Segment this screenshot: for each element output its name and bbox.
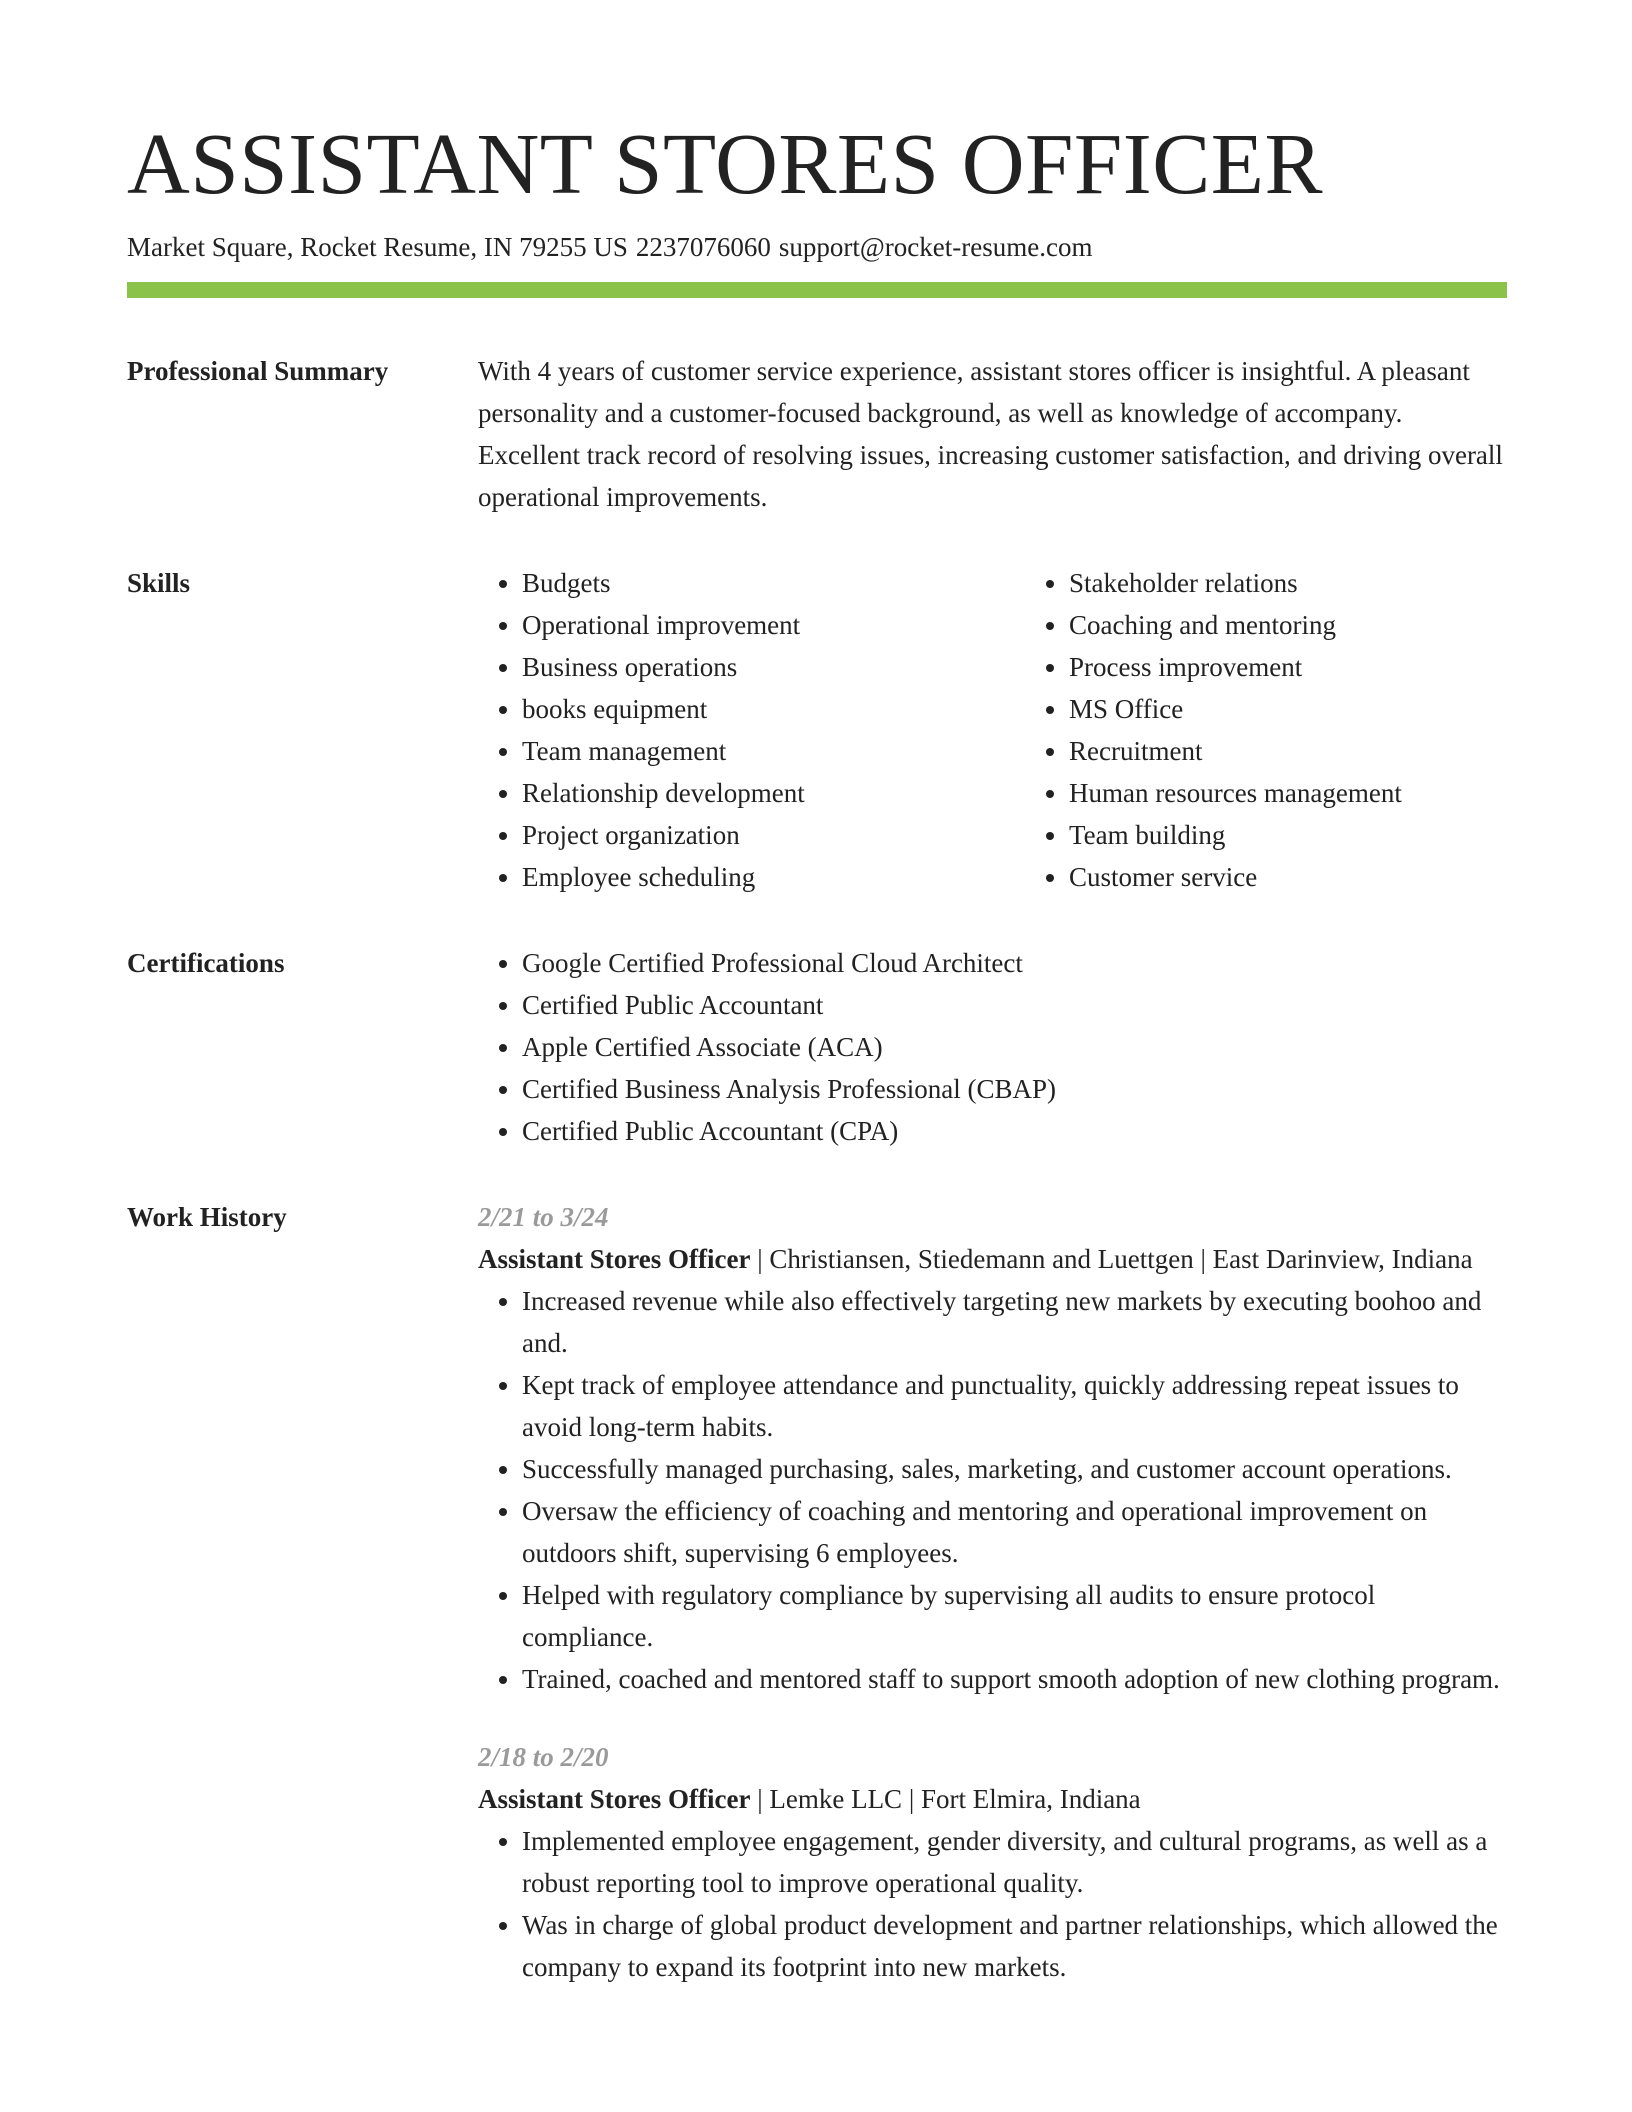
section-skills (127, 562, 1507, 898)
job-dates: 2/18 to 2/20 (478, 1742, 609, 1773)
skills-list-left (478, 562, 1025, 898)
job-title: Assistant Stores Officer (478, 1784, 751, 1815)
job-bullet: • Kept track of employee attendance and punctuality, quickly addressing repeat issues to avoid long-term habits. (522, 1364, 1507, 1448)
job-bullet: • Was in charge of global product development and partner relationships, which allowed the company to expand its footprint into new markets. (522, 1904, 1507, 1988)
certification-item: • Certified Public Accountant (522, 984, 1507, 1026)
job-entry (478, 1196, 1507, 1700)
skill-item: • Employee scheduling (522, 856, 1025, 898)
certifications-list (478, 942, 1507, 1152)
contact-line (127, 231, 1507, 263)
skill-item: • Operational improvement (522, 604, 1025, 646)
skill-item: • Stakeholder relations (1069, 562, 1572, 604)
section-title-summary: Professional Summary (127, 356, 389, 387)
skills-list-right (1025, 562, 1572, 898)
skill-item: • MS Office (1069, 688, 1572, 730)
job-heading (478, 1778, 1507, 1820)
section-title-skills: Skills (127, 568, 191, 599)
job-bullets (478, 1280, 1507, 1700)
section-summary (127, 350, 1507, 518)
contact-email[interactable]: support@rocket-resume.com (778, 232, 1093, 262)
skill-item: • Relationship development (522, 772, 1025, 814)
job-dates: 2/21 to 3/24 (478, 1202, 609, 1233)
job-title: Assistant Stores Officer (478, 1244, 751, 1275)
section-work-history (127, 1196, 1507, 1988)
section-title-work-history: Work History (127, 1202, 287, 1233)
skill-item: • Human resources management (1069, 772, 1572, 814)
job-bullet: • Implemented employee engagement, gender diversity, and cultural programs, as well as a robust reporting tool to improve operational quality. (522, 1820, 1507, 1904)
skill-item: • Customer service (1069, 856, 1572, 898)
section-certifications (127, 942, 1507, 1152)
skill-item: • Recruitment (1069, 730, 1572, 772)
work-history-body (478, 1196, 1507, 1988)
job-details: | Lemke LLC | Fort Elmira, Indiana (750, 1784, 1141, 1815)
skill-item: • Coaching and mentoring (1069, 604, 1572, 646)
certification-item: • Apple Certified Associate (ACA) (522, 1026, 1507, 1068)
job-bullet: • Increased revenue while also effectively targeting new markets by executing boohoo and and. (522, 1280, 1507, 1364)
skills-grid (478, 562, 1572, 898)
certification-item: • Certified Public Accountant (CPA) (522, 1110, 1507, 1152)
job-bullet: • Successfully managed purchasing, sales, marketing, and customer account operations. (522, 1448, 1507, 1490)
job-bullet: • Trained, coached and mentored staff to support smooth adoption of new clothing program. (522, 1658, 1507, 1700)
skill-item: • Team building (1069, 814, 1572, 856)
summary-text: With 4 years of customer service experience, assistant stores officer is insightful. A pleasant personality and a customer-focused background, as well as knowledge of accompany. Excellent track record of resolving issues, increasing customer satisfaction, and driving overall operational improvements. (478, 356, 1503, 513)
skill-item: • Team management (522, 730, 1025, 772)
skill-item: • Project organization (522, 814, 1025, 856)
job-bullet: • Helped with regulatory compliance by supervising all audits to ensure protocol compliance. (522, 1574, 1507, 1658)
candidate-name: ASSISTANT STORES OFFICER (127, 115, 1323, 212)
skill-item: • Budgets (522, 562, 1025, 604)
skill-item: • books equipment (522, 688, 1025, 730)
certification-item: • Certified Business Analysis Professional (CBAP) (522, 1068, 1507, 1110)
job-entry (478, 1736, 1507, 1988)
contact-phone: 2237076060 (635, 232, 771, 262)
section-title-certifications: Certifications (127, 948, 285, 979)
certification-item: • Google Certified Professional Cloud Architect (522, 942, 1507, 984)
skill-item: • Business operations (522, 646, 1025, 688)
job-heading (478, 1238, 1507, 1280)
job-bullets (478, 1820, 1507, 1988)
accent-divider (127, 282, 1507, 298)
certifications-body (478, 942, 1507, 1152)
job-bullet: • Oversaw the efficiency of coaching and mentoring and operational improvement on outdoors shift, supervising 6 employees. (522, 1490, 1507, 1574)
contact-address: Market Square, Rocket Resume, IN 79255 US (127, 232, 628, 262)
job-details: | Christiansen, Stiedemann and Luettgen | East Darinview, Indiana (750, 1244, 1473, 1275)
summary-body (478, 350, 1507, 518)
skill-item: • Process improvement (1069, 646, 1572, 688)
